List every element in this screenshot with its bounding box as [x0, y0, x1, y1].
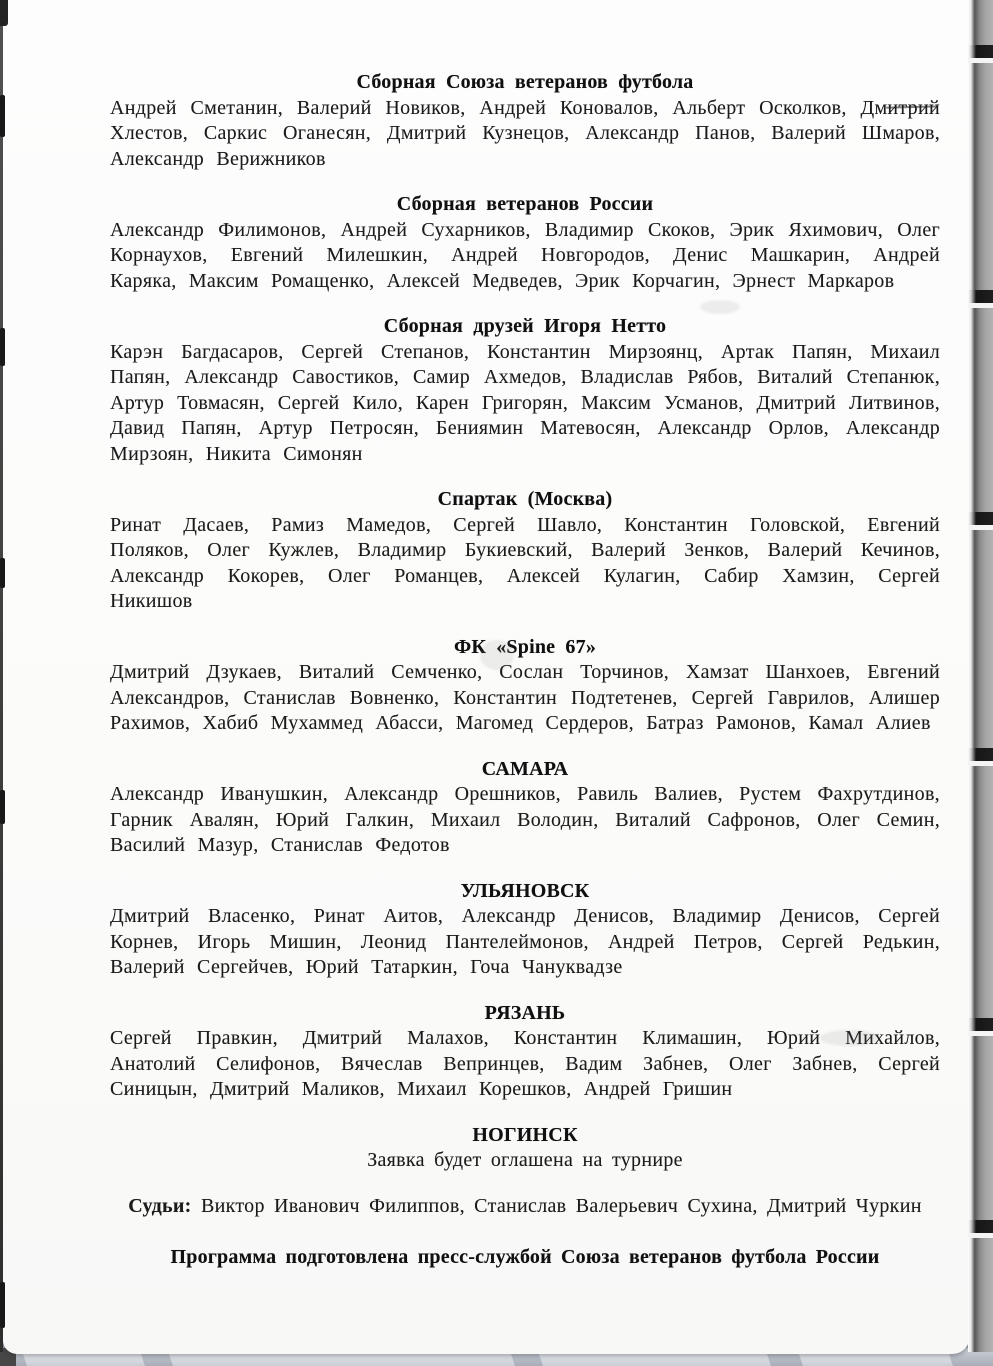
team-section-spartak	[110, 487, 940, 615]
binding-segment	[968, 63, 993, 290]
binding-separator	[968, 1018, 993, 1036]
binding-segment	[968, 766, 993, 1018]
binding-segment	[968, 1036, 993, 1220]
scan-edge-blob	[0, 790, 5, 824]
team-title: Сборная ветеранов России	[396, 193, 654, 215]
team-title: ФК «Spine 67»	[453, 635, 597, 658]
team-title: Спартак (Москва)	[437, 488, 613, 510]
scan-edge-left	[0, 0, 3, 1352]
team-roster: Карэн Багдасаров, Сергей Степанов, Константин Мирзоянц, Артак Папян, Михаил Папян, Александр Савостиков, Самир Ахмедов, Владислав Рябов, Виталий Степанюк, Артур Товмасян, Сергей Кило, Карен Григорян, Максим Усманов, Дмитрий Литвинов, Давид Папян, Артур Петросян, Бениямин Матевосян, Александр Орлов, Александр Мирзоян, Никита Симонян	[110, 340, 940, 465]
scan-edge-right	[968, 0, 993, 1352]
binding-segment	[968, 0, 993, 45]
binding-separator	[968, 1220, 993, 1238]
scan-edge-blob	[0, 95, 5, 137]
team-roster: Дмитрий Власенко, Ринат Аитов, Александр Денисов, Владимир Денисов, Сергей Корнев, Игорь Мишин, Леонид Пантелеймонов, Андрей Петров, Сергей Редькин, Валерий Сергейчев, Юрий Татаркин, Гоча Чануквадзе	[110, 905, 940, 978]
team-roster: Сергей Правкин, Дмитрий Малахов, Константин Климашин, Юрий Михайлов, Анатолий Селифонов, Вячеслав Вепринцев, Вадим Забнев, Олег Забнев, Сергей Синицын, Дмитрий Маликов, Михаил Корешков, Андрей Гришин	[110, 1027, 940, 1100]
binding-separator	[968, 748, 993, 766]
team-section-ulyanovsk	[110, 879, 940, 981]
scan-edge-blob	[0, 558, 5, 588]
page-content	[110, 70, 940, 1271]
referees-names: Виктор Иванович Филиппов, Станислав Валерьевич Сухина, Дмитрий Чуркин	[200, 1194, 922, 1217]
referees-label: Судьи:	[128, 1194, 192, 1217]
team-roster: Александр Иванушкин, Александр Орешников, Равиль Валиев, Рустем Фахрутдинов, Гарник Авалян, Юрий Галкин, Михаил Володин, Виталий Сафронов, Олег Семин, Василий Мазур, Станислав Федотов	[110, 783, 940, 856]
binding-segment	[968, 1238, 993, 1352]
document-page	[3, 0, 970, 1354]
team-section-noginsk	[110, 1123, 940, 1174]
team-title: Сборная друзей Игоря Нетто	[383, 315, 667, 337]
team-roster: Александр Филимонов, Андрей Сухарников, Владимир Скоков, Эрик Яхимович, Олег Корнаухов, Евгений Милешкин, Андрей Новгородов, Денис Машкарин, Андрей Каряка, Максим Ромащенко, Алексей Медведев, Эрик Корчагин, Эрнест Маркаров	[110, 218, 940, 292]
team-section-netto-friends	[110, 314, 940, 467]
team-title: НОГИНСК	[472, 1123, 578, 1146]
binding-separator	[968, 290, 993, 308]
team-title: РЯЗАНЬ	[484, 1001, 566, 1024]
scan-smudge	[820, 1030, 880, 1046]
binding-segment	[968, 308, 993, 512]
binding-separator	[968, 45, 993, 63]
team-title: Сборная Союза ветеранов футбола	[356, 71, 694, 93]
scan-edge-blob	[0, 328, 5, 366]
team-roster: Ринат Дасаев, Рамиз Мамедов, Сергей Шавло, Константин Головской, Евгений Поляков, Олег Кужлев, Владимир Букиевский, Валерий Зенков, Валерий Кечинов, Александр Кокорев, Олег Романцев, Алексей Кулагин, Сабир Хамзин, Сергей Никишов	[110, 513, 940, 612]
referees-line	[110, 1194, 940, 1220]
binding-segment	[968, 530, 993, 748]
binding-separator	[968, 512, 993, 530]
scan-smudge	[480, 640, 514, 670]
team-section-union-veterans	[110, 70, 940, 172]
team-section-ryazan	[110, 1001, 940, 1103]
team-roster: Дмитрий Дзукаев, Виталий Семченко, Сослан Торчинов, Хамзат Шанхоев, Евгений Александров, Станислав Вовненко, Константин Подтетенев, Сергей Гаврилов, Алишер Рахимов, Хабиб Мухаммед Абасси, Магомед Сердеров, Батраз Рамонов, Камал Алиев	[110, 661, 940, 734]
footer-note: Программа подготовлена пресс-службой Союза ветеранов футбола России	[170, 1246, 880, 1268]
team-title: САМАРА	[481, 757, 569, 780]
team-section-samara	[110, 757, 940, 859]
scan-edge-blob	[0, 1282, 5, 1328]
team-section-spine67	[110, 635, 940, 737]
scan-smudge	[700, 300, 740, 314]
team-section-russia-veterans	[110, 192, 940, 294]
scan-corner-mark	[0, 0, 8, 26]
team-roster: Андрей Сметанин, Валерий Новиков, Андрей Коновалов, Альберт Осколков, Дмитрий Хлестов, Саркис Оганесян, Дмитрий Кузнецов, Александр Панов, Валерий Шмаров, Александр Верижников	[110, 96, 940, 170]
team-note: Заявка будет оглашена на турнире	[367, 1149, 683, 1171]
team-title: УЛЬЯНОВСК	[460, 879, 590, 902]
